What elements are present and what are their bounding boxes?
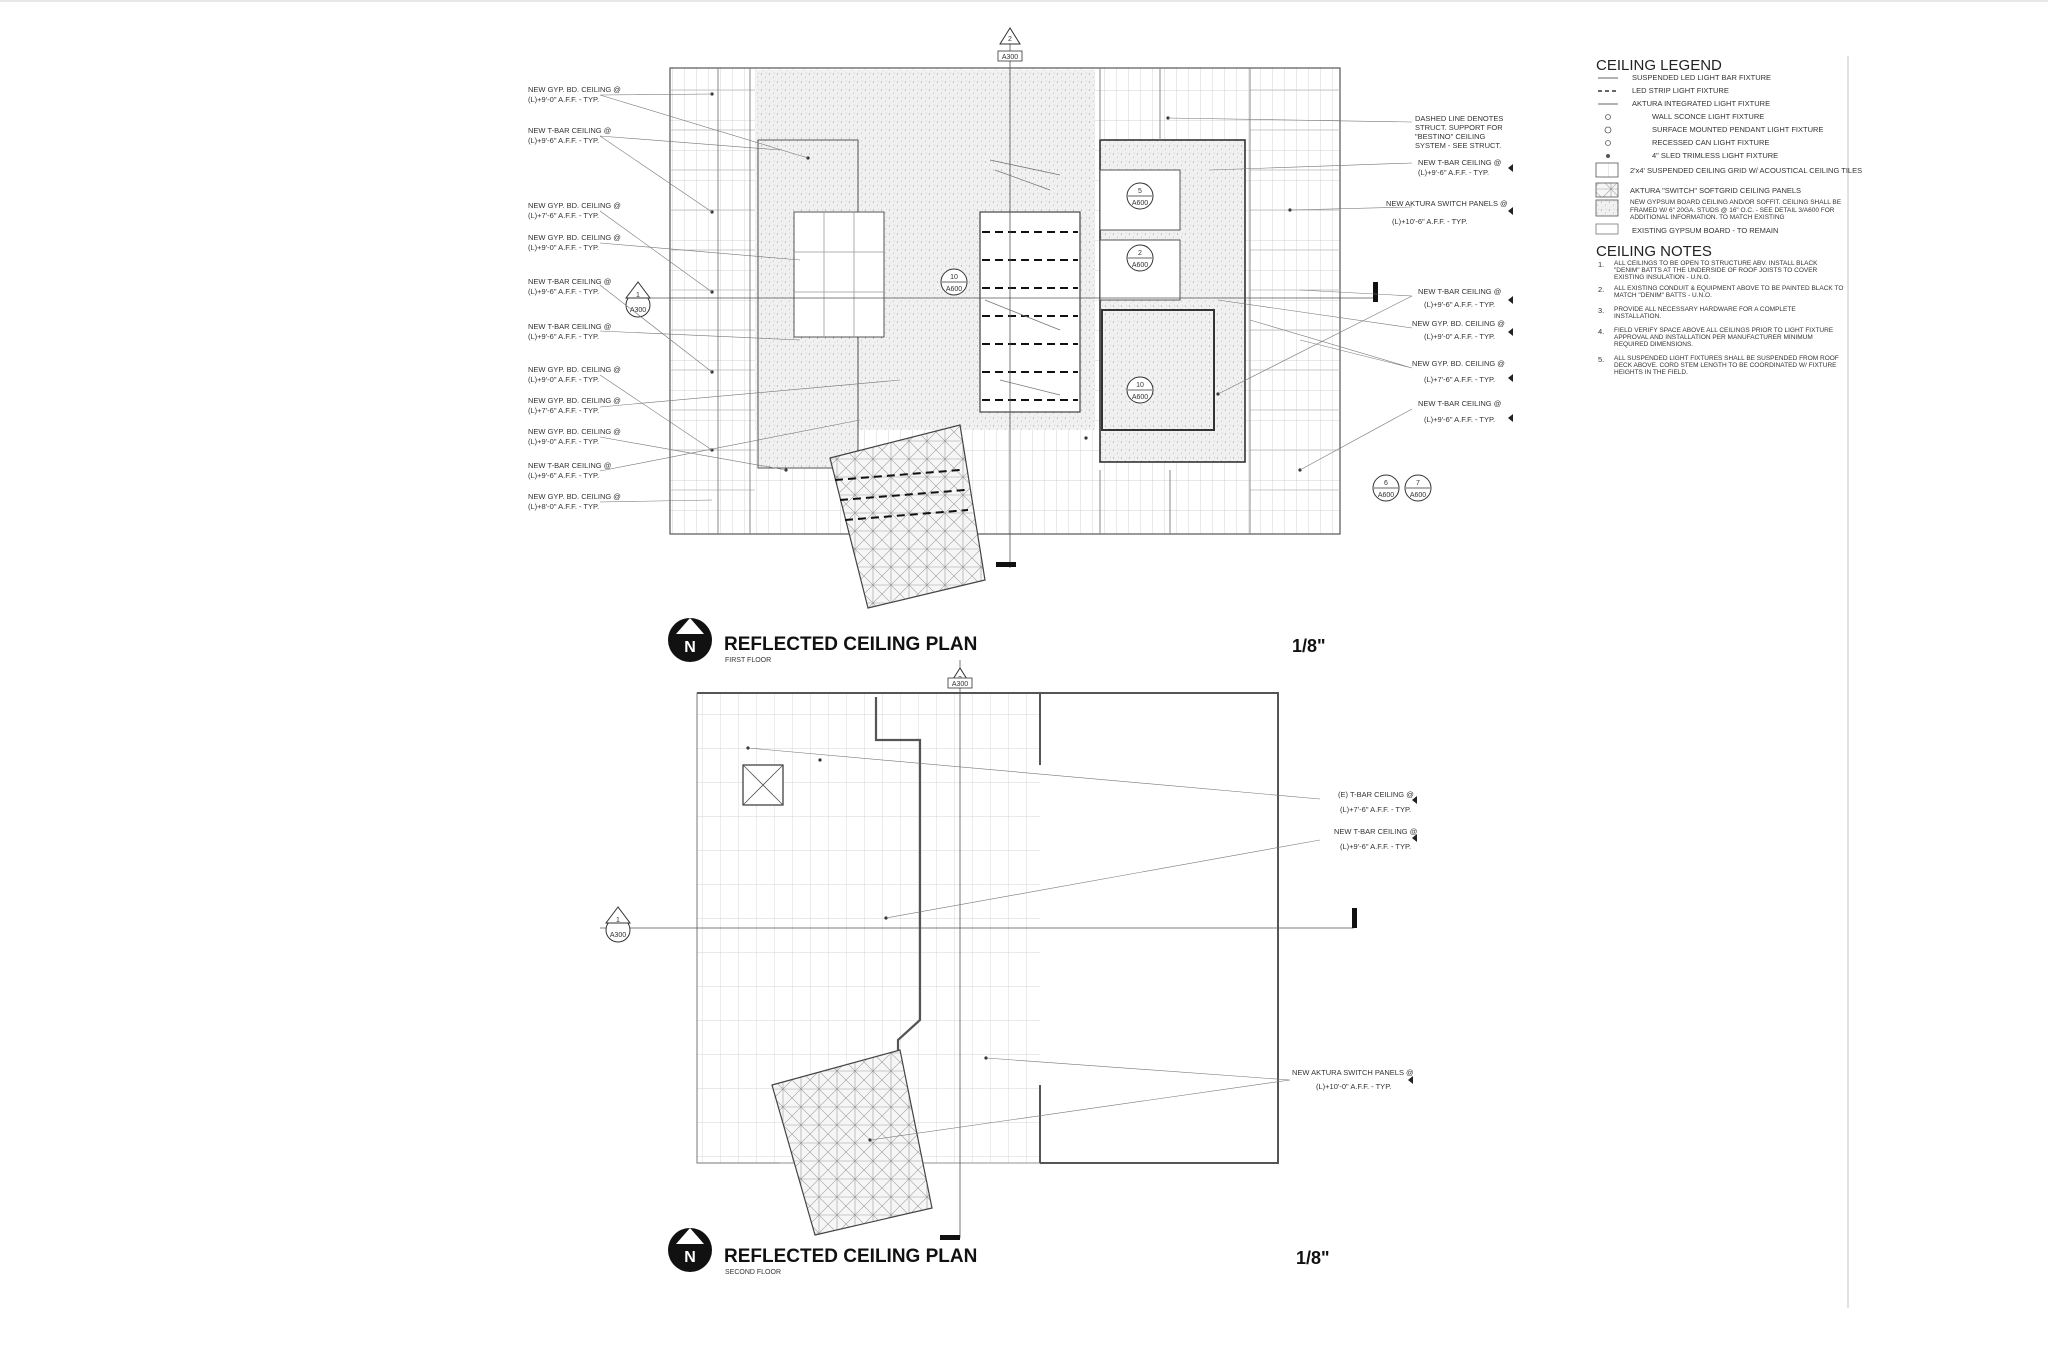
plan2-title-block xyxy=(668,1228,1330,1276)
detail-mark-2-a600[interactable] xyxy=(1127,245,1153,271)
svg-text:6: 6 xyxy=(1384,480,1388,487)
svg-text:1.: 1. xyxy=(1598,260,1605,269)
svg-text:NEW GYP. BD. CEILING @: NEW GYP. BD. CEILING @ xyxy=(528,396,621,405)
ceiling-tag[interactable] xyxy=(528,396,621,415)
svg-text:NEW GYP. BD. CEILING @: NEW GYP. BD. CEILING @ xyxy=(528,85,621,94)
svg-text:STRUCT. SUPPORT FOR: STRUCT. SUPPORT FOR xyxy=(1415,123,1503,132)
svg-text:A600: A600 xyxy=(1131,200,1149,207)
svg-text:(L)+9'-0" A.F.F. - TYP.: (L)+9'-0" A.F.F. - TYP. xyxy=(528,243,600,252)
svg-text:(L)+9'-6" A.F.F. - TYP.: (L)+9'-6" A.F.F. - TYP. xyxy=(1418,168,1490,177)
svg-text:(L)+9'-6" A.F.F. - TYP.: (L)+9'-6" A.F.F. - TYP. xyxy=(1340,842,1412,851)
ceiling-tag[interactable] xyxy=(1412,359,1505,384)
svg-text:(L)+10'-6" A.F.F. - TYP.: (L)+10'-6" A.F.F. - TYP. xyxy=(1392,217,1468,226)
svg-text:NEW T-BAR CEILING @: NEW T-BAR CEILING @ xyxy=(1334,827,1418,836)
svg-text:5: 5 xyxy=(1138,188,1142,195)
plan1-subtitle: FIRST FLOOR xyxy=(725,657,772,664)
svg-text:NEW T-BAR CEILING @: NEW T-BAR CEILING @ xyxy=(528,322,612,331)
svg-text:2: 2 xyxy=(1138,250,1142,257)
svg-text:(L)+9'-6" A.F.F. - TYP.: (L)+9'-6" A.F.F. - TYP. xyxy=(528,287,600,296)
tbar-island xyxy=(794,212,884,337)
ceiling-tag[interactable] xyxy=(1418,399,1501,424)
svg-text:10: 10 xyxy=(1136,382,1144,389)
svg-text:NEW GYP. BD. CEILING @: NEW GYP. BD. CEILING @ xyxy=(528,492,621,501)
svg-text:(L)+7'-6" A.F.F. - TYP.: (L)+7'-6" A.F.F. - TYP. xyxy=(528,211,600,220)
plan1-right-tags xyxy=(1386,158,1508,424)
svg-text:NEW GYP. BD. CEILING @: NEW GYP. BD. CEILING @ xyxy=(528,365,621,374)
svg-text:NEW AKTURA SWITCH PANELS @: NEW AKTURA SWITCH PANELS @ xyxy=(1292,1068,1414,1077)
svg-text:7: 7 xyxy=(1416,480,1420,487)
plan1-title-block xyxy=(668,618,1326,664)
section-mark-1-a300-left[interactable] xyxy=(626,282,650,317)
svg-text:2'x4' SUSPENDED CEILING GRID W: 2'x4' SUSPENDED CEILING GRID W/ ACOUSTICAL CEILING TILES xyxy=(1630,166,1863,175)
ceiling-legend xyxy=(1596,57,1862,235)
svg-text:4" SLED TRIMLESS LIGHT FIXTURE: 4" SLED TRIMLESS LIGHT FIXTURE xyxy=(1652,151,1779,160)
tag-end-glyphs-2 xyxy=(1408,796,1417,1084)
svg-text:A300: A300 xyxy=(951,681,969,688)
svg-text:"BESTINO" CEILING: "BESTINO" CEILING xyxy=(1415,132,1486,141)
svg-text:SYSTEM - SEE STRUCT.: SYSTEM - SEE STRUCT. xyxy=(1415,141,1502,150)
section-mark-2-a300-top[interactable] xyxy=(998,28,1022,61)
svg-text:4.: 4. xyxy=(1598,327,1605,336)
svg-text:(L)+9'-6" A.F.F. - TYP.: (L)+9'-6" A.F.F. - TYP. xyxy=(528,332,600,341)
second-floor-plan xyxy=(600,660,1357,1240)
plan2-right-tags xyxy=(1292,790,1417,1091)
svg-text:(L)+9'-0" A.F.F. - TYP.: (L)+9'-0" A.F.F. - TYP. xyxy=(528,437,600,446)
svg-text:(L)+8'-0" A.F.F. - TYP.: (L)+8'-0" A.F.F. - TYP. xyxy=(528,502,600,511)
svg-text:2: 2 xyxy=(1008,36,1012,43)
svg-text:(L)+7'-6" A.F.F. - TYP.: (L)+7'-6" A.F.F. - TYP. xyxy=(528,406,600,415)
svg-text:EXISTING GYPSUM BOARD - TO REM: EXISTING GYPSUM BOARD - TO REMAIN xyxy=(1632,226,1779,235)
svg-text:RECESSED CAN LIGHT FIXTURE: RECESSED CAN LIGHT FIXTURE xyxy=(1652,138,1770,147)
plan1-title: REFLECTED CEILING PLAN xyxy=(724,634,978,655)
svg-text:(L)+7'-6" A.F.F. - TYP.: (L)+7'-6" A.F.F. - TYP. xyxy=(1340,805,1412,814)
detail-mark-10-a600-center[interactable] xyxy=(941,269,967,295)
ceiling-tag[interactable] xyxy=(528,322,611,341)
svg-text:NEW GYP. BD. CEILING @: NEW GYP. BD. CEILING @ xyxy=(1412,359,1505,368)
svg-text:3.: 3. xyxy=(1598,306,1605,315)
ceiling-tag[interactable] xyxy=(528,277,611,296)
ceiling-tag[interactable] xyxy=(528,201,621,220)
ceiling-tag[interactable] xyxy=(528,461,611,480)
notes-title: CEILING NOTES xyxy=(1596,243,1712,260)
svg-text:NEW GYP. BD. CEILING @: NEW GYP. BD. CEILING @ xyxy=(528,427,621,436)
plan1-scale: 1/8" xyxy=(1292,636,1326,656)
ceiling-tag[interactable] xyxy=(1418,287,1501,309)
ceiling-tag[interactable] xyxy=(1386,199,1508,226)
svg-text:(L)+9'-0" A.F.F. - TYP.: (L)+9'-0" A.F.F. - TYP. xyxy=(528,375,600,384)
plan2-subtitle: SECOND FLOOR xyxy=(725,1269,782,1276)
svg-text:DASHED LINE DENOTES: DASHED LINE DENOTES xyxy=(1415,114,1504,123)
detail-mark-5-a600[interactable] xyxy=(1127,183,1153,209)
svg-text:N: N xyxy=(684,639,696,656)
svg-text:N: N xyxy=(684,1249,696,1266)
aktura-panels-first-floor xyxy=(830,425,985,608)
svg-text:A600: A600 xyxy=(1131,394,1149,401)
svg-text:A300: A300 xyxy=(609,932,627,939)
detail-mark-10-a600-east[interactable] xyxy=(1127,377,1153,403)
section-mark-1-a300-second[interactable] xyxy=(606,907,630,942)
svg-text:2.: 2. xyxy=(1598,285,1605,294)
gyp-soffit-box xyxy=(1102,310,1214,430)
svg-text:A300: A300 xyxy=(1001,54,1019,61)
svg-text:NEW AKTURA SWITCH PANELS @: NEW AKTURA SWITCH PANELS @ xyxy=(1386,199,1508,208)
svg-text:NEW T-BAR CEILING @: NEW T-BAR CEILING @ xyxy=(528,277,612,286)
svg-text:(L)+7'-6" A.F.F. - TYP.: (L)+7'-6" A.F.F. - TYP. xyxy=(1424,375,1496,384)
svg-text:10: 10 xyxy=(950,274,958,281)
ceiling-tag[interactable] xyxy=(528,427,621,446)
svg-text:(L)+9'-0" A.F.F. - TYP.: (L)+9'-0" A.F.F. - TYP. xyxy=(1424,332,1496,341)
plan2-scale: 1/8" xyxy=(1296,1248,1330,1268)
struct-support-note xyxy=(1415,114,1503,150)
svg-text:(L)+10'-0" A.F.F. - TYP.: (L)+10'-0" A.F.F. - TYP. xyxy=(1316,1082,1392,1091)
svg-text:(L)+9'-6" A.F.F. - TYP.: (L)+9'-6" A.F.F. - TYP. xyxy=(1424,415,1496,424)
ceiling-tag[interactable] xyxy=(1334,827,1417,851)
ceiling-tag[interactable] xyxy=(1338,790,1414,814)
ceiling-tag[interactable] xyxy=(528,492,621,511)
ceiling-tag[interactable] xyxy=(1418,158,1501,177)
svg-text:A600: A600 xyxy=(945,286,963,293)
svg-text:A600: A600 xyxy=(1377,492,1395,499)
svg-text:SUSPENDED LED LIGHT BAR FIXTUR: SUSPENDED LED LIGHT BAR FIXTURE xyxy=(1632,73,1772,82)
plan2-title: REFLECTED CEILING PLAN xyxy=(724,1246,978,1267)
svg-text:(L)+9'-6" A.F.F. - TYP.: (L)+9'-6" A.F.F. - TYP. xyxy=(528,471,600,480)
svg-text:(L)+9'-6" A.F.F. - TYP.: (L)+9'-6" A.F.F. - TYP. xyxy=(1424,300,1496,309)
svg-text:(E) T-BAR CEILING @: (E) T-BAR CEILING @ xyxy=(1338,790,1414,799)
ceiling-tag[interactable] xyxy=(528,365,621,384)
svg-text:AKTURA "SWITCH" SOFTGRID CEILI: AKTURA "SWITCH" SOFTGRID CEILING PANELS xyxy=(1630,186,1802,195)
svg-text:A600: A600 xyxy=(1131,262,1149,269)
svg-text:NEW GYP. BD. CEILING @: NEW GYP. BD. CEILING @ xyxy=(1412,319,1505,328)
svg-text:NEW T-BAR CEILING @: NEW T-BAR CEILING @ xyxy=(1418,287,1502,296)
tag-end-glyphs xyxy=(1508,164,1513,422)
detail-mark-7-a600[interactable] xyxy=(1405,475,1431,501)
svg-text:NEW GYP. BD. CEILING @: NEW GYP. BD. CEILING @ xyxy=(528,233,621,242)
ceiling-tag[interactable] xyxy=(1292,1068,1414,1091)
svg-text:WALL SCONCE LIGHT FIXTURE: WALL SCONCE LIGHT FIXTURE xyxy=(1652,112,1765,121)
svg-text:NEW GYP. BD. CEILING @: NEW GYP. BD. CEILING @ xyxy=(528,201,621,210)
svg-text:NEW T-BAR CEILING @: NEW T-BAR CEILING @ xyxy=(528,126,612,135)
svg-text:NEW T-BAR CEILING @: NEW T-BAR CEILING @ xyxy=(1418,158,1502,167)
legend-title: CEILING LEGEND xyxy=(1596,57,1722,74)
svg-text:NEW T-BAR CEILING @: NEW T-BAR CEILING @ xyxy=(528,461,612,470)
svg-text:1: 1 xyxy=(636,292,640,299)
ceiling-tag[interactable] xyxy=(1412,319,1505,341)
stair-area xyxy=(980,212,1080,412)
ceiling-notes: CEILING NOTES 1. ALL CEILINGS TO BE OPEN TO STRUCTURE ABV. INSTALL BLACK "DENIM" BATTS AT THE UNDERSIDE OF ROOF JOISTS TO COVER EXISTING INSULATION - U.N.O. 2. ALL EXISTING CONDUIT & EQUIPMENT ABOVE TO BE PAINTED BLACK TO MATCH "DENIM" BATTS - U.N.O. 3. PROVIDE ALL NECESSARY HARDWARE FOR A COMPLETE INSTALLATION. 4. FIELD VERIFY SPACE ABOVE ALL CEILINGS PRIOR TO LIGHT FIXTURE APPROVAL AND INSTALLATION PER MANUFACTURER MINIMUM REQUIRED DIMENSIONS. 5. ALL SUSPENDED LIGHT FIXTURES SHALL BE SUSPENDED FROM ROOF DECK ABOVE. CORD STEM LENGTH TO BE COORDINATED W/ FIXTURE HEIGHTS IN THE FIELD. xyxy=(1596,243,1844,377)
svg-text:A600: A600 xyxy=(1409,492,1427,499)
section-cut-marker xyxy=(996,562,1016,567)
first-floor-plan xyxy=(640,40,1378,608)
plan1-left-tags xyxy=(528,85,621,511)
ceiling-tag[interactable] xyxy=(528,126,611,145)
ceiling-tag[interactable] xyxy=(528,85,621,104)
svg-text:NEW T-BAR CEILING @: NEW T-BAR CEILING @ xyxy=(1418,399,1502,408)
svg-text:(L)+9'-6" A.F.F. - TYP.: (L)+9'-6" A.F.F. - TYP. xyxy=(528,136,600,145)
detail-mark-6-a600[interactable] xyxy=(1373,475,1399,501)
svg-text:1: 1 xyxy=(616,917,620,924)
svg-text:5.: 5. xyxy=(1598,355,1605,364)
legend-gyp-board-desc: NEW GYPSUM BOARD CEILING AND/OR SOFFIT. CEILING SHALL BE FRAMED W/ 6" 20GA. STUDS @ 16" O.C. - SEE DETAIL 3/A600 FOR ADDITIONAL INFORMATION. TO MATCH EXISTING xyxy=(1630,199,1842,221)
svg-text:A300: A300 xyxy=(629,307,647,314)
svg-text:AKTURA INTEGRATED LIGHT FIXTUR: AKTURA INTEGRATED LIGHT FIXTURE xyxy=(1632,99,1771,108)
svg-text:SURFACE MOUNTED PENDANT LIGHT: SURFACE MOUNTED PENDANT LIGHT FIXTURE xyxy=(1652,125,1824,134)
ceiling-tag[interactable] xyxy=(528,233,621,252)
svg-text:LED STRIP LIGHT FIXTURE: LED STRIP LIGHT FIXTURE xyxy=(1632,86,1729,95)
svg-text:(L)+9'-0" A.F.F. - TYP.: (L)+9'-0" A.F.F. - TYP. xyxy=(528,95,600,104)
section-mark-2-a300-second[interactable] xyxy=(948,668,972,688)
